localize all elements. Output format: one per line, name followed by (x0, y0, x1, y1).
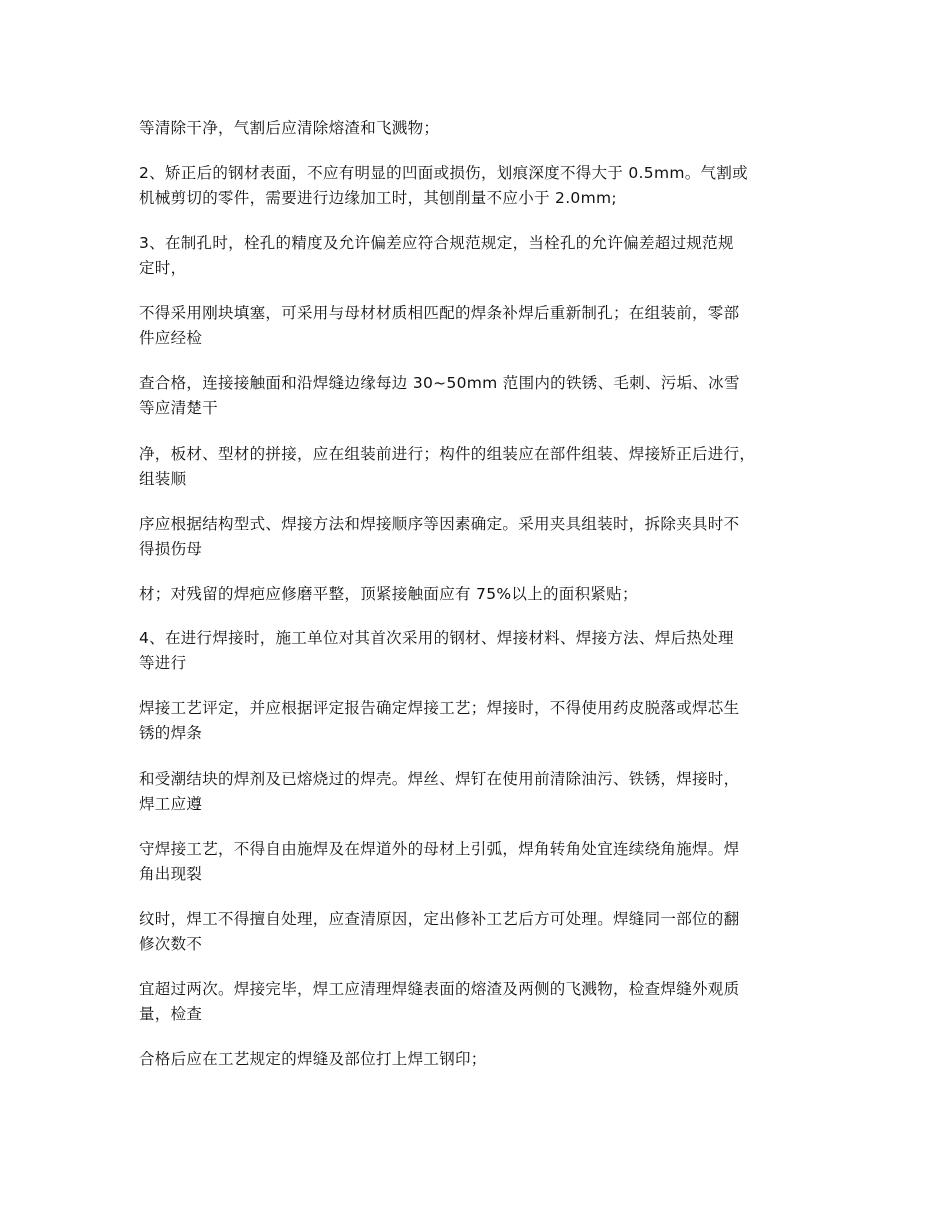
text-line: 序应根据结构型式、焊接方法和焊接顺序等因素确定。采用夹具组装时，拆除夹具时不 (139, 515, 740, 533)
paragraph (139, 231, 819, 281)
paragraph (139, 161, 819, 211)
paragraph (139, 907, 819, 957)
text-line: 组装顺 (139, 470, 187, 488)
paragraph (139, 977, 819, 1027)
text-line: 守焊接工艺，不得自由施焊及在焊道外的母材上引弧，焊角转角处宜连续绕角施焊。焊 (139, 840, 740, 858)
paragraph (139, 512, 819, 562)
text-line: 件应经检 (139, 329, 203, 347)
text-line: 合格后应在工艺规定的焊缝及部位打上焊工钢印； (139, 1050, 487, 1068)
text-line: 量，检查 (139, 1005, 203, 1023)
text-line: 焊接工艺评定，并应根据评定报告确定焊接工艺；焊接时，不得使用药皮脱落或焊芯生 (139, 699, 740, 717)
paragraph (139, 696, 819, 746)
text-line: 得损伤母 (139, 540, 203, 558)
text-line: 等应清楚干 (139, 399, 219, 417)
text-line: 等进行 (139, 654, 187, 672)
text-line: 宜超过两次。焊接完毕，焊工应清理焊缝表面的熔渣及两侧的飞溅物，检查焊缝外观质 (139, 980, 740, 998)
text-line: 查合格，连接接触面和沿焊缝边缘每边 30~50mm 范围内的铁锈、毛刺、污垢、冰雪 (139, 374, 740, 392)
text-line: 纹时，焊工不得擅自处理，应查清原因，定出修补工艺后方可处理。焊缝同一部位的翻 (139, 910, 740, 928)
paragraph (139, 1047, 819, 1072)
text-line: 不得采用刚块填塞，可采用与母材材质相匹配的焊条补焊后重新制孔；在组装前，零部 (139, 304, 740, 322)
paragraph (139, 626, 819, 676)
text-line: 净，板材、型材的拼接，应在组装前进行；构件的组装应在部件组装、焊接矫正后进行， (139, 445, 756, 463)
text-line: 机械剪切的零件，需要进行边缘加工时，其刨削量不应小于 2.0mm; (139, 189, 617, 207)
text-line: 材；对残留的焊疤应修磨平整，顶紧接触面应有 75%以上的面积紧贴； (139, 585, 638, 603)
paragraph (139, 582, 819, 607)
paragraph (139, 301, 819, 351)
text-line: 定时， (139, 259, 187, 277)
text-line: 3、在制孔时，栓孔的精度及允许偏差应符合规范规定，当栓孔的允许偏差超过规范规 (139, 234, 734, 252)
text-line: 锈的焊条 (139, 724, 203, 742)
paragraph (139, 371, 819, 421)
text-line: 4、在进行焊接时，施工单位对其首次采用的钢材、焊接材料、焊接方法、焊后热处理 (139, 629, 734, 647)
text-line: 角出现裂 (139, 865, 203, 883)
paragraph (139, 837, 819, 887)
text-line: 焊工应遵 (139, 795, 203, 813)
text-line: 等清除干净，气割后应清除熔渣和飞溅物； (139, 119, 440, 137)
paragraph (139, 442, 819, 492)
paragraph (139, 116, 819, 141)
paragraph (139, 767, 819, 817)
text-line: 2、矫正后的钢材表面，不应有明显的凹面或损伤，划痕深度不得大于 0.5mm。气割或 (139, 164, 748, 182)
text-line: 修次数不 (139, 935, 203, 953)
text-line: 和受潮结块的焊剂及已熔烧过的焊壳。焊丝、焊钉在使用前清除油污、铁锈，焊接时， (139, 770, 740, 788)
